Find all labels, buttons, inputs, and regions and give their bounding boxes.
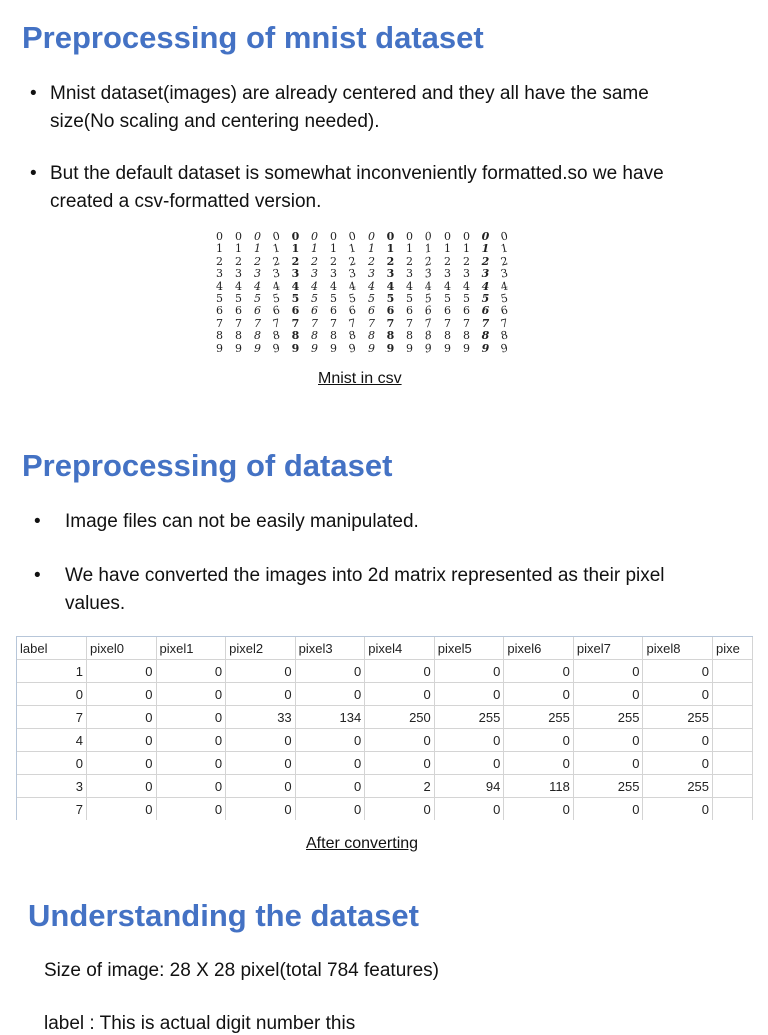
digit-glyph: 0 [216, 230, 223, 243]
digit-glyph: 6 [406, 304, 413, 318]
digit-glyph: 0 [254, 230, 261, 243]
digit-glyph: 7 [499, 316, 510, 331]
digit-glyph: 2 [216, 254, 223, 268]
digit-glyph: 3 [311, 267, 318, 281]
digit-glyph: 4 [311, 279, 318, 293]
digit-glyph: 3 [291, 267, 300, 281]
digit-glyph: 9 [311, 341, 318, 355]
digit-glyph: 1 [423, 241, 434, 256]
digit-glyph: 7 [254, 316, 261, 330]
figure-caption: After converting [306, 835, 419, 852]
table-cell: 118 [504, 775, 574, 798]
digit-glyph: 8 [330, 329, 337, 343]
table-cell: 4 [17, 729, 86, 752]
table-cell: 0 [365, 660, 435, 683]
digit-glyph: 0 [406, 230, 413, 243]
digit-glyph: 9 [368, 341, 375, 355]
table-cell [713, 729, 753, 752]
bullet-dot: • [30, 83, 37, 104]
digit-glyph: 8 [291, 329, 300, 343]
digit-glyph: 7 [311, 316, 318, 330]
digit-glyph: 1 [311, 242, 318, 256]
table-row [17, 729, 753, 752]
pixel-table-image [16, 636, 753, 820]
table-cell: 0 [504, 798, 574, 821]
table-cell: 255 [573, 775, 643, 798]
table-cell: 33 [226, 706, 296, 729]
table-cell: 7 [17, 798, 86, 821]
table-cell: 0 [226, 660, 296, 683]
table-cell: 0 [504, 729, 574, 752]
digit-glyph: 2 [368, 254, 375, 268]
digit-glyph: 7 [235, 316, 242, 330]
table-header-row [17, 637, 753, 660]
digit-glyph: 2 [254, 254, 261, 268]
column-header: pixel4 [365, 637, 435, 660]
table-cell: 0 [295, 683, 365, 706]
digit-glyph: 9 [406, 341, 413, 355]
digit-glyph: 1 [330, 242, 337, 256]
digit-glyph: 5 [499, 291, 510, 306]
digit-glyph: 9 [423, 340, 434, 356]
digit-glyph: 1 [368, 242, 375, 256]
digit-glyph: 7 [463, 316, 470, 330]
bullet-text: Image files can not be easily manipulated. [65, 511, 419, 532]
digit-glyph: 7 [347, 316, 358, 331]
digit-glyph: 7 [444, 316, 451, 330]
digit-glyph: 5 [216, 291, 223, 305]
digit-glyph: 8 [444, 329, 451, 343]
digit-glyph: 5 [330, 291, 337, 305]
table-cell: 0 [295, 798, 365, 821]
digit-glyph: 3 [330, 267, 337, 281]
digit-glyph: 2 [291, 254, 300, 268]
digit-glyph: 2 [271, 254, 282, 269]
table-cell: 94 [434, 775, 504, 798]
column-header: pixel1 [156, 637, 226, 660]
digit-glyph: 6 [311, 304, 318, 318]
table-cell [713, 798, 753, 821]
digit-glyph: 3 [216, 267, 223, 281]
digit-glyph: 6 [368, 304, 375, 318]
table-cell: 0 [156, 660, 226, 683]
digit-glyph: 0 [291, 230, 300, 243]
digit-glyph: 4 [444, 279, 451, 293]
digit-glyph: 9 [347, 340, 358, 356]
table-cell: 0 [86, 706, 156, 729]
table-cell: 255 [573, 706, 643, 729]
digit-glyph: 3 [235, 267, 242, 281]
table-cell: 0 [226, 752, 296, 775]
digit-glyph: 7 [423, 316, 434, 331]
digit-glyph: 3 [368, 267, 375, 281]
digit-glyph: 2 [386, 254, 395, 268]
digit-glyph: 6 [254, 304, 261, 318]
digit-glyph: 3 [271, 266, 282, 281]
table-cell: 0 [434, 660, 504, 683]
digit-glyph: 1 [216, 242, 223, 256]
table-cell: 0 [434, 798, 504, 821]
digit-glyph: 9 [271, 340, 282, 356]
column-header: label [17, 637, 86, 660]
digit-glyph: 7 [330, 316, 337, 330]
digit-glyph: 4 [406, 279, 413, 293]
section1-bullet [30, 80, 670, 136]
table-cell: 0 [86, 729, 156, 752]
table-cell: 0 [434, 752, 504, 775]
digit-glyph: 6 [216, 304, 223, 318]
table-cell: 0 [643, 729, 713, 752]
table-cell: 0 [573, 752, 643, 775]
table-cell: 0 [504, 660, 574, 683]
table-cell: 0 [365, 798, 435, 821]
digit-glyph: 3 [347, 266, 358, 281]
table-row [17, 683, 753, 706]
digit-glyph: 5 [386, 291, 395, 305]
digit-glyph: 6 [330, 304, 337, 318]
digit-glyph: 3 [423, 266, 434, 281]
digit-glyph: 5 [368, 291, 375, 305]
digit-glyph: 5 [235, 291, 242, 305]
digit-glyph: 6 [463, 304, 470, 318]
digit-glyph: 1 [481, 242, 490, 256]
table-cell: 0 [86, 683, 156, 706]
table-cell: 0 [643, 752, 713, 775]
digit-glyph: 2 [311, 254, 318, 268]
pixel-table [17, 637, 753, 820]
digit-glyph: 4 [499, 278, 510, 294]
digit-glyph: 7 [368, 316, 375, 330]
section2-bullet [34, 508, 684, 536]
digit-glyph: 0 [499, 229, 510, 244]
table-cell [713, 775, 753, 798]
table-cell: 0 [156, 683, 226, 706]
digit-glyph: 2 [499, 254, 510, 269]
digit-glyph: 8 [463, 329, 470, 343]
table-cell [713, 683, 753, 706]
table-cell: 0 [295, 660, 365, 683]
table-cell: 0 [573, 683, 643, 706]
table-row [17, 752, 753, 775]
table-cell: 255 [643, 706, 713, 729]
table-cell: 0 [365, 752, 435, 775]
digit-glyph: 0 [235, 230, 242, 243]
digit-glyph: 0 [271, 229, 282, 244]
digit-glyph: 1 [386, 242, 395, 256]
table-cell: 1 [17, 660, 86, 683]
digit-glyph: 9 [463, 341, 470, 355]
digit-glyph: 8 [368, 329, 375, 343]
digit-glyph: 0 [330, 230, 337, 243]
digit-glyph: 1 [291, 242, 300, 256]
table-cell: 0 [643, 798, 713, 821]
digit-glyph: 8 [499, 328, 510, 343]
digit-glyph: 3 [406, 267, 413, 281]
digit-glyph: 0 [463, 230, 470, 243]
digit-glyph: 2 [406, 254, 413, 268]
digit-glyph: 9 [481, 341, 490, 355]
digit-glyph: 8 [271, 328, 282, 343]
table-cell: 2 [365, 775, 435, 798]
column-header: pixel6 [504, 637, 574, 660]
digit-glyph: 4 [291, 279, 300, 293]
digit-glyph: 7 [481, 316, 490, 330]
table-row [17, 706, 753, 729]
digit-glyph: 0 [311, 230, 318, 243]
table-cell [713, 706, 753, 729]
digit-glyph: 2 [347, 254, 358, 269]
digit-glyph: 2 [444, 254, 451, 268]
digit-glyph: 6 [271, 303, 282, 318]
table-cell: 255 [504, 706, 574, 729]
table-cell: 0 [156, 752, 226, 775]
table-cell: 0 [86, 798, 156, 821]
table-cell: 0 [17, 683, 86, 706]
table-row [17, 775, 753, 798]
digit-glyph: 9 [254, 341, 261, 355]
digit-glyph: 6 [235, 304, 242, 318]
table-cell: 7 [17, 706, 86, 729]
section1-heading: Preprocessing of mnist dataset [22, 20, 484, 55]
digit-glyph: 6 [444, 304, 451, 318]
column-header: pixel8 [643, 637, 713, 660]
table-cell: 0 [295, 752, 365, 775]
table-cell: 250 [365, 706, 435, 729]
table-cell [713, 752, 753, 775]
section2-heading: Preprocessing of dataset [22, 448, 393, 483]
digit-glyph: 8 [254, 329, 261, 343]
digit-glyph: 7 [291, 316, 300, 330]
digit-glyph: 4 [216, 279, 223, 293]
table-cell: 0 [365, 683, 435, 706]
table-cell: 0 [573, 660, 643, 683]
digit-glyph: 2 [330, 254, 337, 268]
digit-glyph: 7 [271, 316, 282, 331]
column-header: pixel2 [226, 637, 296, 660]
table-cell: 0 [156, 775, 226, 798]
digit-row [210, 340, 520, 356]
table-cell: 134 [295, 706, 365, 729]
digit-glyph: 0 [368, 230, 375, 243]
section1-bullet [30, 160, 670, 216]
table-cell: 0 [17, 752, 86, 775]
table-cell: 0 [86, 775, 156, 798]
table-cell: 0 [295, 729, 365, 752]
digit-glyph: 7 [386, 316, 395, 330]
digit-glyph: 8 [216, 329, 223, 343]
table-cell: 0 [365, 729, 435, 752]
digit-glyph: 5 [481, 291, 490, 305]
digit-glyph: 2 [423, 254, 434, 269]
table-cell: 0 [156, 729, 226, 752]
image-size-text: Size of image: 28 X 28 pixel(total 784 features) [44, 960, 440, 981]
bullet-dot: • [34, 565, 41, 586]
digit-glyph: 0 [444, 230, 451, 243]
digit-glyph: 4 [347, 278, 358, 294]
table-cell: 3 [17, 775, 86, 798]
digit-glyph: 4 [463, 279, 470, 293]
table-cell: 0 [226, 683, 296, 706]
table-cell: 0 [504, 752, 574, 775]
digit-glyph: 1 [499, 241, 510, 256]
table-cell: 0 [226, 798, 296, 821]
digit-glyph: 5 [347, 291, 358, 306]
digit-glyph: 3 [444, 267, 451, 281]
digit-glyph: 8 [347, 328, 358, 343]
digit-glyph: 0 [423, 229, 434, 244]
digit-row [210, 305, 520, 317]
figure-caption: Mnist in csv [318, 370, 402, 387]
digit-glyph: 8 [406, 329, 413, 343]
digit-glyph: 3 [481, 267, 490, 281]
table-cell: 0 [573, 729, 643, 752]
digit-glyph: 4 [235, 279, 242, 293]
digit-row [210, 268, 520, 280]
digit-glyph: 2 [235, 254, 242, 268]
digit-glyph: 6 [481, 304, 490, 318]
digit-glyph: 5 [291, 291, 300, 305]
digit-glyph: 6 [347, 303, 358, 318]
bullet-dot: • [34, 511, 41, 532]
label-description-text: label : This is actual digit number this [44, 1013, 356, 1034]
digit-row [210, 243, 520, 255]
mnist-digit-image [210, 231, 520, 355]
digit-glyph: 8 [423, 328, 434, 343]
table-cell: 0 [295, 775, 365, 798]
column-header: pixel0 [86, 637, 156, 660]
bullet-text: We have converted the images into 2d matrix represented as their pixel values. [65, 565, 665, 614]
digit-glyph: 5 [271, 291, 282, 306]
digit-glyph: 9 [499, 340, 510, 356]
digit-glyph: 8 [481, 329, 490, 343]
bullet-text: But the default dataset is somewhat inconveniently formatted.so we have created a csv-formatted version. [50, 163, 664, 212]
digit-glyph: 1 [406, 242, 413, 256]
digit-glyph: 9 [216, 341, 223, 355]
table-cell [713, 660, 753, 683]
section2-bullet [34, 562, 684, 618]
column-header: pixel7 [573, 637, 643, 660]
digit-glyph: 1 [235, 242, 242, 256]
table-cell: 0 [226, 729, 296, 752]
digit-glyph: 6 [499, 303, 510, 318]
digit-glyph: 5 [254, 291, 261, 305]
column-header: pixel5 [434, 637, 504, 660]
digit-glyph: 4 [254, 279, 261, 293]
digit-glyph: 3 [463, 267, 470, 281]
digit-glyph: 4 [423, 278, 434, 294]
digit-glyph: 3 [386, 267, 395, 281]
digit-glyph: 6 [423, 303, 434, 318]
digit-glyph: 9 [330, 341, 337, 355]
table-cell: 255 [643, 775, 713, 798]
digit-glyph: 1 [444, 242, 451, 256]
digit-glyph: 3 [499, 266, 510, 281]
digit-glyph: 9 [291, 341, 300, 355]
digit-glyph: 4 [368, 279, 375, 293]
digit-glyph: 8 [386, 329, 395, 343]
digit-glyph: 5 [423, 291, 434, 306]
digit-glyph: 5 [444, 291, 451, 305]
digit-glyph: 0 [347, 229, 358, 244]
digit-row [210, 330, 520, 342]
table-cell: 0 [226, 775, 296, 798]
digit-glyph: 1 [254, 242, 261, 256]
table-cell: 0 [434, 729, 504, 752]
column-header: pixel3 [295, 637, 365, 660]
digit-glyph: 8 [311, 329, 318, 343]
digit-glyph: 2 [481, 254, 490, 268]
table-cell: 0 [86, 660, 156, 683]
digit-glyph: 3 [254, 267, 261, 281]
section3-heading: Understanding the dataset [28, 898, 419, 933]
table-cell: 0 [643, 683, 713, 706]
digit-glyph: 8 [235, 329, 242, 343]
digit-glyph: 5 [406, 291, 413, 305]
digit-glyph: 4 [271, 278, 282, 294]
digit-glyph: 6 [386, 304, 395, 318]
table-cell: 0 [573, 798, 643, 821]
bullet-text: Mnist dataset(images) are already centered and they all have the same size(No scaling and centering needed). [50, 83, 649, 132]
table-row [17, 660, 753, 683]
digit-glyph: 1 [463, 242, 470, 256]
digit-glyph: 2 [463, 254, 470, 268]
digit-glyph: 6 [291, 304, 300, 318]
digit-glyph: 0 [386, 230, 395, 243]
table-cell: 0 [86, 752, 156, 775]
digit-glyph: 1 [271, 241, 282, 256]
table-cell: 0 [156, 706, 226, 729]
digit-glyph: 4 [481, 279, 490, 293]
digit-glyph: 1 [347, 241, 358, 256]
table-cell: 0 [643, 660, 713, 683]
digit-glyph: 7 [406, 316, 413, 330]
digit-glyph: 9 [235, 341, 242, 355]
table-row [17, 798, 753, 821]
digit-glyph: 9 [386, 341, 395, 355]
table-cell: 0 [504, 683, 574, 706]
table-cell: 0 [156, 798, 226, 821]
bullet-dot: • [30, 163, 37, 184]
table-cell: 255 [434, 706, 504, 729]
digit-glyph: 9 [444, 341, 451, 355]
digit-glyph: 4 [330, 279, 337, 293]
digit-glyph: 4 [386, 279, 395, 293]
digit-glyph: 0 [481, 230, 490, 243]
digit-glyph: 7 [216, 316, 223, 330]
column-header: pixe [713, 637, 753, 660]
digit-glyph: 5 [311, 291, 318, 305]
table-cell: 0 [434, 683, 504, 706]
digit-glyph: 5 [463, 291, 470, 305]
